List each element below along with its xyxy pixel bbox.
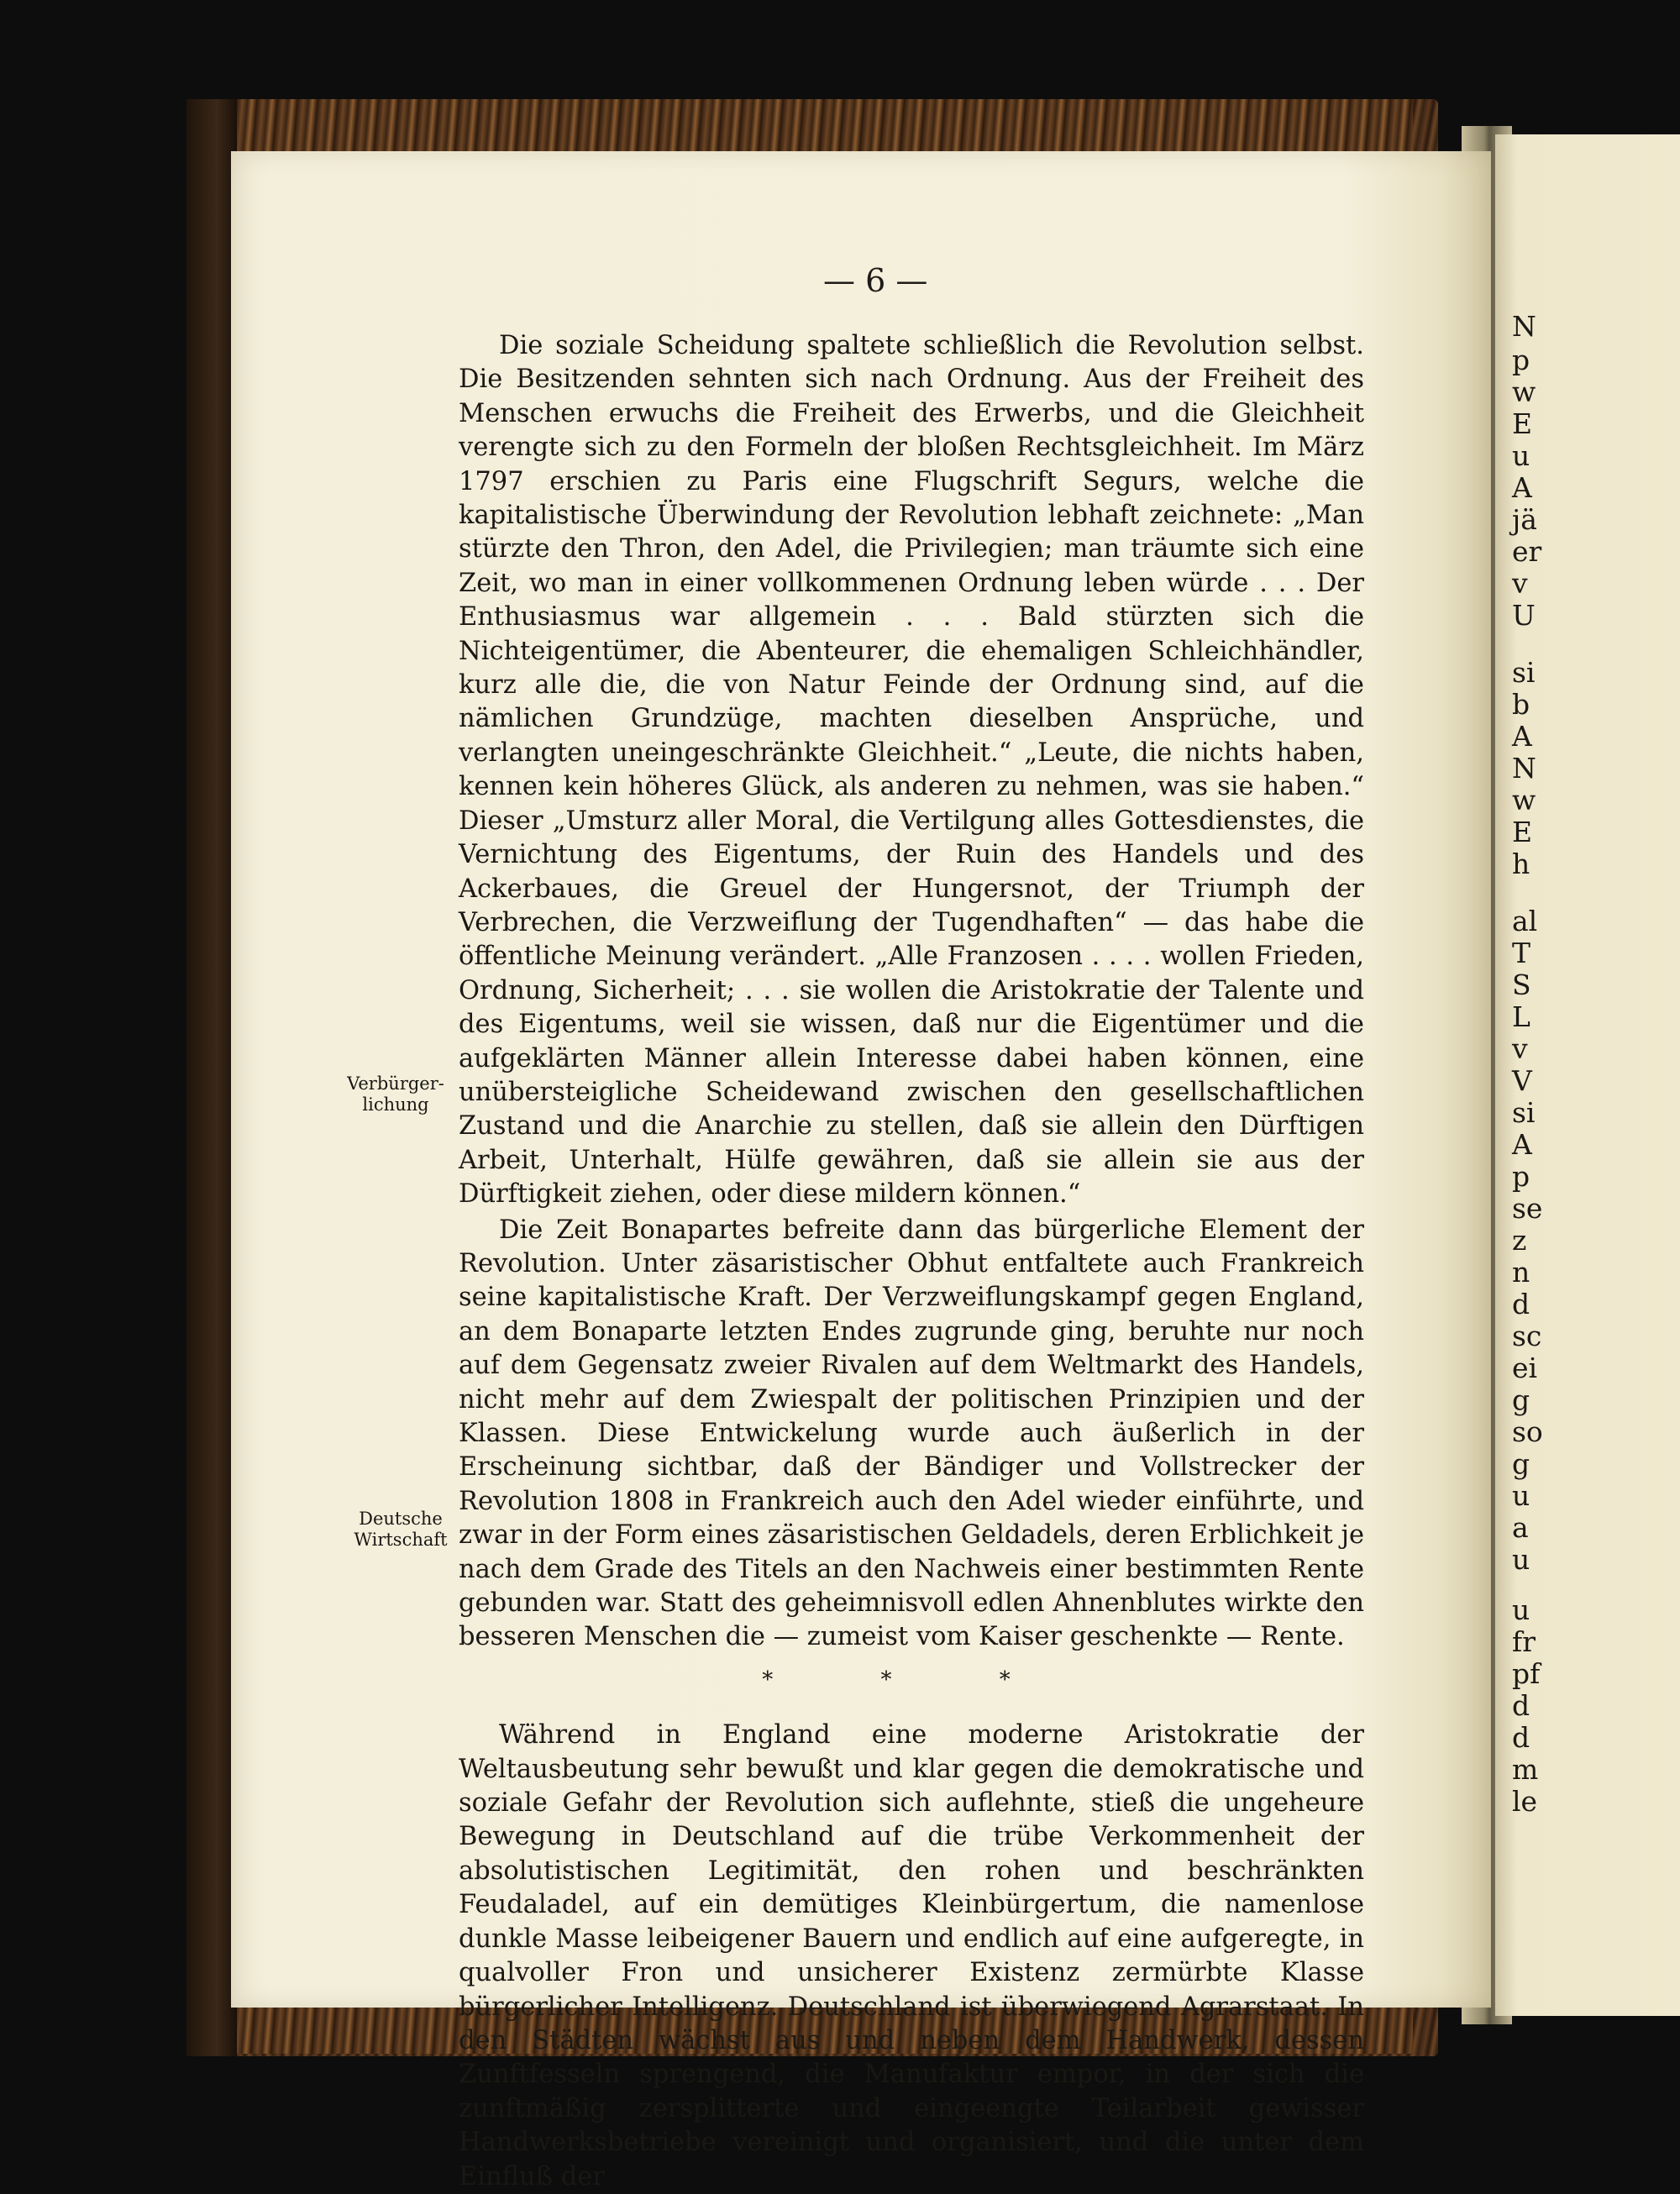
facing-fragment: b [1512, 688, 1530, 721]
facing-fragment: d [1512, 1689, 1530, 1722]
body-text [459, 329, 1364, 2194]
facing-fragment: p [1512, 1160, 1530, 1193]
facing-fragment: a [1512, 1511, 1529, 1544]
facing-fragment: u [1512, 1543, 1530, 1576]
facing-fragment: so [1512, 1415, 1543, 1448]
margin-note-deutsche-wirtschaft: Deutsche Wirtschaft [354, 1509, 448, 1550]
facing-fragment: u [1512, 1479, 1530, 1512]
facing-fragment: E [1512, 407, 1533, 440]
paragraph: Die Zeit Bonapartes befreite dann das bürgerliche Element der Revolution. Unter zäsaristischer Obhut entfaltete auch Frankreich seine kapitalistische Kraft. Der Verzweiflungskampf gegen England, an dem Bonaparte letzten Endes zugrunde ging, beruhte nur noch auf dem Gegensatz zweier Rivalen auf dem Weltmarkt des Handels, nicht mehr auf dem Zwiespalt der politischen Prinzipien und der Klassen. Diese Entwickelung wurde auch äußerlich in der Erscheinung sichtbar, daß der Bändiger und Vollstrecker der Revolution 1808 in Frankreich auch den Adel wieder einführte, und zwar in der Form eines zäsaristischen Geldadels, deren Erblichkeit je nach dem Grade des Titels an den Nachweis einer bestimmten Rente gebunden war. Statt des geheimnisvoll edlen Ahnenblutes wirkte den besseren Menschen die — zumeist vom Kaiser geschenkte — Rente. [459, 1215, 1364, 1652]
facing-fragment: U [1512, 599, 1536, 632]
facing-fragment: si [1512, 656, 1536, 689]
facing-fragment: z [1512, 1224, 1527, 1257]
section-separator: * * * [762, 1666, 1061, 1693]
facing-fragment: u [1512, 1593, 1530, 1626]
facing-fragment: v [1512, 1032, 1528, 1065]
facing-fragment: N [1512, 310, 1536, 343]
facing-fragment: A [1512, 720, 1532, 753]
facing-fragment: d [1512, 1288, 1530, 1320]
facing-fragment: al [1512, 905, 1538, 937]
paragraph: Während in England eine moderne Aristokratie der Weltausbeutung sehr bewußt und klar gegen die demokratische und soziale Gefahr der Revolution sich auflehnte, stieß die ungeheure Bewegung in Deutschland auf die trübe Verkommenheit der absolutistischen Legitimität, den rohen und beschränkten Feudaladel, auf ein demütiges Kleinbürgertum, die namenlose dunkle Masse leibeigener Bauern und endlich auf eine aufgeregte, in qualvoller Fron und unsicherer Existenz zermürbte Klasse bürgerlicher Intelligenz. Deutschland ist überwiegend Agrarstaat. In den Städten wächst aus und neben dem Handwerk, dessen Zunftfesseln sprengend, die Manufaktur empor, in der sich die zunftmäßig zersplitterte und eingeengte Teilarbeit gewisser Handwerksbetriebe vereinigt und organisiert, und die unter dem Einfluß der [459, 1720, 1364, 2191]
facing-fragment: m [1512, 1753, 1539, 1786]
facing-fragment: v [1512, 567, 1528, 600]
facing-fragment: se [1512, 1192, 1543, 1225]
facing-fragment: pf [1512, 1657, 1541, 1690]
facing-fragment: sc [1512, 1320, 1542, 1352]
facing-fragment: L [1512, 1000, 1530, 1033]
page-number: — 6 — [823, 262, 928, 299]
facing-fragment: E [1512, 816, 1533, 848]
facing-fragment: N [1512, 752, 1536, 785]
facing-fragment: A [1512, 471, 1532, 504]
facing-fragment: V [1512, 1064, 1532, 1097]
facing-fragment: d [1512, 1721, 1530, 1754]
facing-fragment: u [1512, 439, 1530, 472]
facing-fragment: w [1512, 375, 1536, 408]
facing-fragment: S [1512, 968, 1531, 1001]
margin-note-verbuergerlichung: Verbürger-lichung [347, 1073, 444, 1115]
facing-fragment: g [1512, 1447, 1530, 1480]
facing-fragment: A [1512, 1128, 1532, 1161]
facing-fragment: p [1512, 344, 1530, 376]
facing-fragment: g [1512, 1383, 1530, 1416]
facing-page-text [1512, 0, 1680, 2153]
facing-fragment: ei [1512, 1352, 1538, 1384]
facing-fragment: si [1512, 1096, 1536, 1129]
facing-fragment: er [1512, 535, 1542, 568]
facing-fragment: w [1512, 784, 1536, 816]
facing-fragment: h [1512, 848, 1530, 880]
book-spine [186, 99, 237, 2056]
facing-fragment: fr [1512, 1625, 1536, 1658]
facing-fragment: jä [1512, 503, 1537, 536]
facing-fragment: T [1512, 937, 1531, 969]
cover-edge-top [237, 99, 1413, 154]
facing-fragment: le [1512, 1785, 1538, 1818]
paragraph: Die soziale Scheidung spaltete schließlich die Revolution selbst. Die Besitzenden sehnten sich nach Ordnung. Aus der Freiheit des Menschen erwuchs die Freiheit des Erwerbs, und die Gleichheit verengte sich zu den Formeln der bloßen Rechtsgleichheit. Im März 1797 erschien zu Paris eine Flugschrift Segurs, welche die kapitalistische Überwindung der Revolution lebhaft zeichnete: „Man stürzte den Thron, den Adel, die Privilegien; man träumte sich eine Zeit, wo man in einer vollkommenen Ordnung leben würde . . . Der Enthusiasmus war allgemein . . . Bald stürzten sich die Nichteigentümer, die Abenteurer, die ehemaligen Schleichhändler, kurz alle die, die von Natur Feinde der Ordnung sind, auf die nämlichen Grundzüge, machten dieselben Ansprüche, und verlangten uneingeschränkte Gleichheit.“ „Leute, die nichts haben, kennen kein höheres Glück, als anderen zu nehmen, was sie haben.“ Dieser „Umsturz aller Moral, die Vertilgung alles Gottesdienstes, die Vernichtung des Eigentums, der Ruin des Handels und des Ackerbaues, die Greuel der Hungersnot, der Triumph der Verbrechen, die Verzweiflung der Tugendhaften“ — das habe die öffentliche Meinung verändert. „Alle Franzosen . . . . wollen Frieden, Ordnung, Sicherheit; . . . sie wollen die Aristokratie der Talente und des Eigentums, weil sie wissen, daß nur die Eigentümer und die aufgeklärten Männer allein Interesse dabei haben können, eine unübersteigliche Scheidewand zwischen den gesellschaftlichen Zustand und die Anarchie zu stellen, daß sie allein den Dürftigen Arbeit, Unterhalt, Hülfe gewähren, daß sie allein sie aus der Dürftigkeit ziehen, oder diese mildern können.“ [459, 331, 1364, 1210]
facing-fragment: n [1512, 1256, 1530, 1289]
